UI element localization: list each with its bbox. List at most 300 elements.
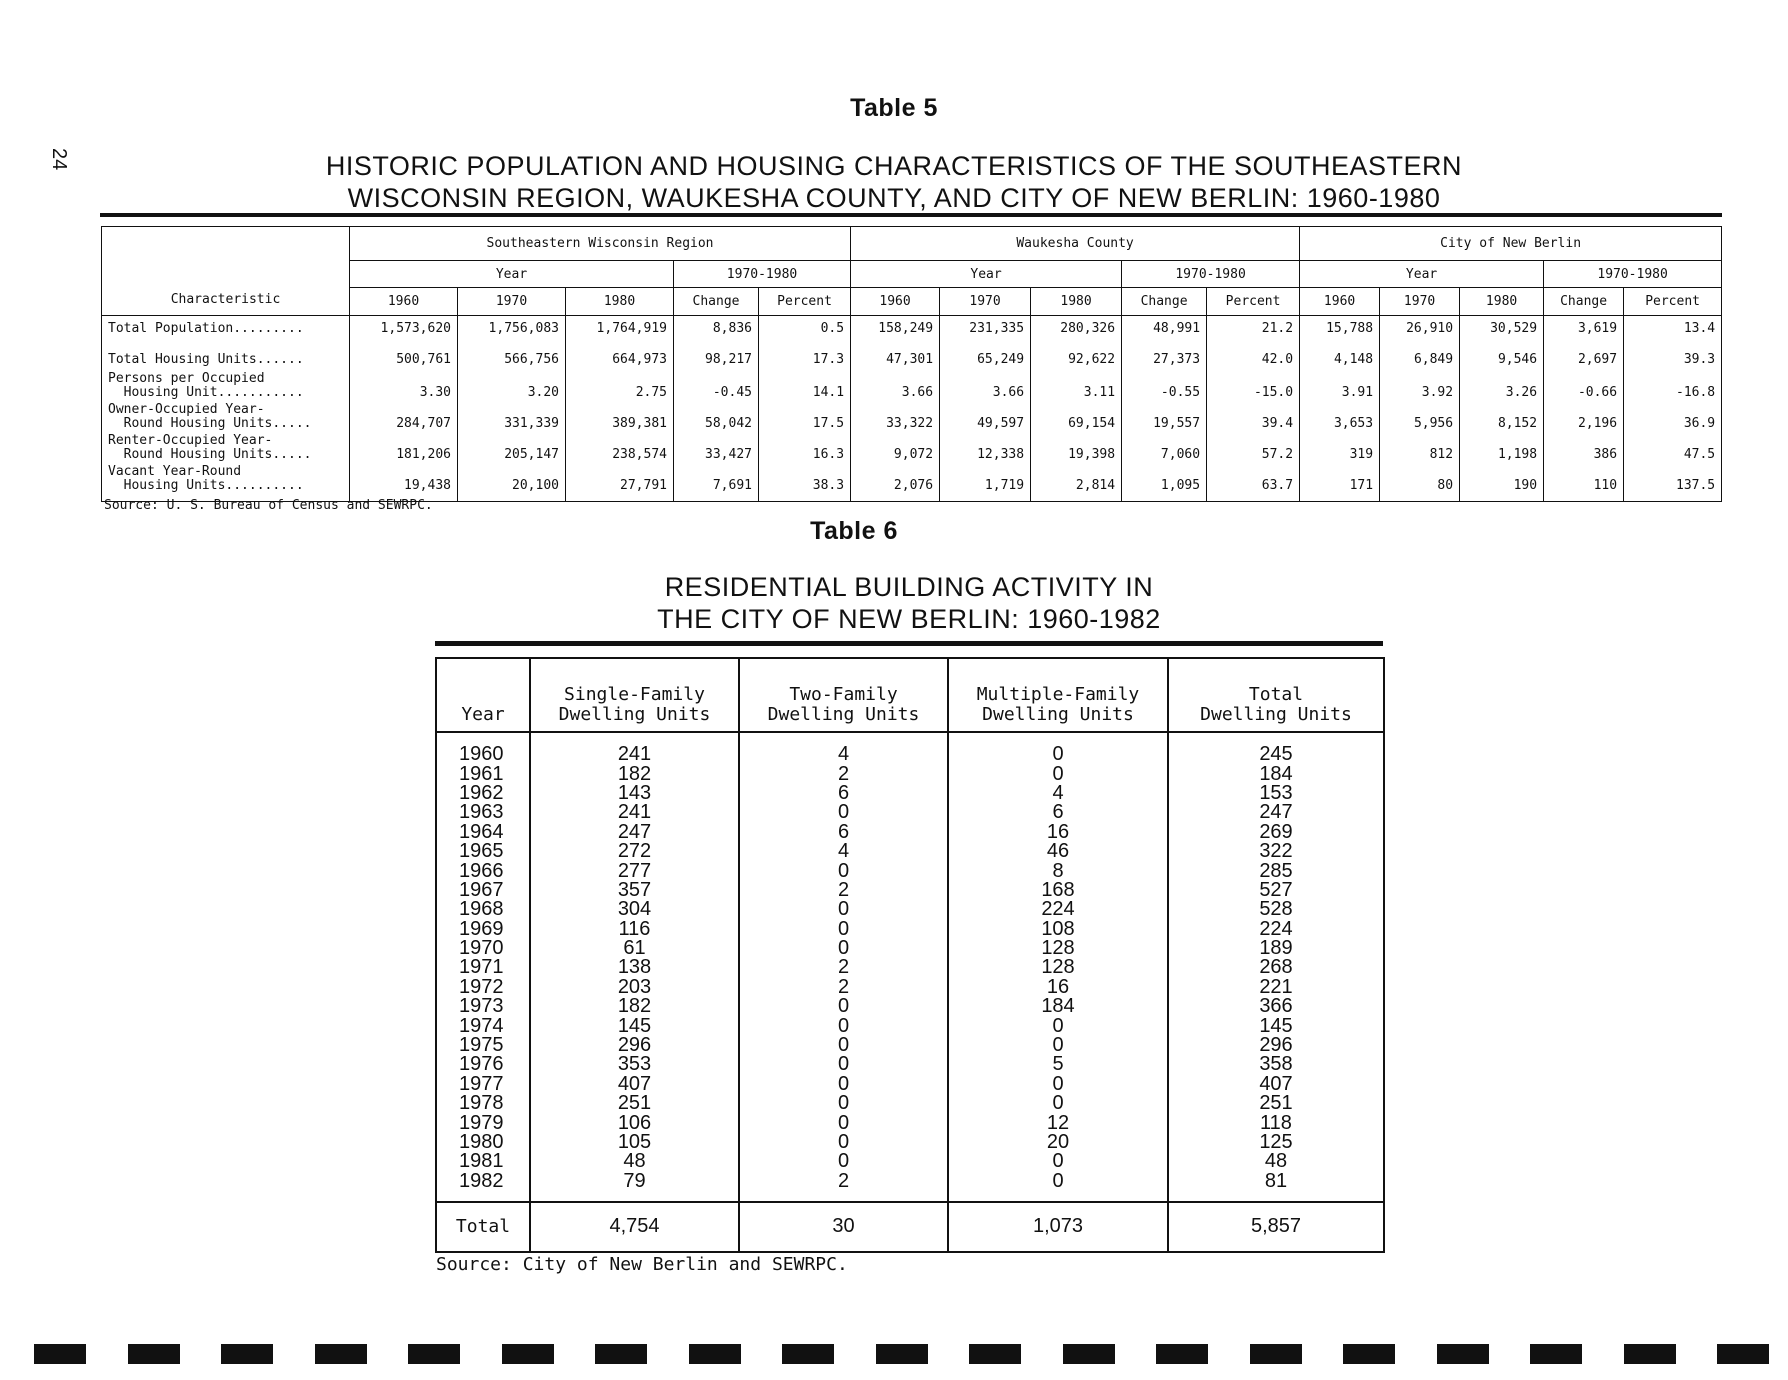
year-cell: 1976: [436, 1055, 530, 1074]
col-1970: 1970: [940, 288, 1031, 316]
year-cell: 1962: [436, 784, 530, 803]
table-cell: 0: [948, 1036, 1168, 1055]
footer-bar: [1717, 1344, 1769, 1364]
table-cell: -0.45: [674, 371, 759, 402]
year-cell: 1968: [436, 900, 530, 919]
table-cell: 3.26: [1460, 371, 1544, 402]
table-cell: 221: [1168, 978, 1384, 997]
table-cell: 63.7: [1207, 464, 1300, 502]
table-row: [102, 433, 1722, 464]
table-cell: 9,072: [851, 433, 940, 464]
col-percent: Percent: [1207, 288, 1300, 316]
table-cell: 105: [530, 1133, 739, 1152]
table-cell: 1,719: [940, 464, 1031, 502]
table-cell: 2: [739, 881, 948, 900]
table-cell: 26,910: [1380, 316, 1460, 354]
table-cell: 812: [1380, 433, 1460, 464]
footer-bar: [876, 1344, 928, 1364]
table-cell: 184: [1168, 764, 1384, 783]
table-cell: 16: [948, 978, 1168, 997]
col-percent: Percent: [1624, 288, 1722, 316]
table-cell: 137.5: [1624, 464, 1722, 502]
table-cell: 322: [1168, 842, 1384, 861]
footer-bar: [969, 1344, 1021, 1364]
year-header: Year: [350, 261, 674, 288]
table-cell: 386: [1544, 433, 1624, 464]
table-cell: 2,196: [1544, 402, 1624, 433]
table-row: [102, 464, 1722, 502]
table6-total-row: [436, 1202, 1384, 1252]
table-row: [436, 803, 1384, 822]
table6-title: [435, 571, 1383, 635]
footer-bar: [221, 1344, 273, 1364]
table-cell: 224: [948, 900, 1168, 919]
table-cell: 16: [948, 823, 1168, 842]
col-change: Change: [1122, 288, 1207, 316]
table-cell: 3.30: [350, 371, 458, 402]
table-cell: 16.3: [759, 433, 851, 464]
table-cell: 128: [948, 939, 1168, 958]
footer-bar: [1156, 1344, 1208, 1364]
table-cell: 284,707: [350, 402, 458, 433]
table-row: [436, 842, 1384, 861]
total-multiple-family: 1,073: [948, 1202, 1168, 1252]
table-cell: 153: [1168, 784, 1384, 803]
table-cell: 528: [1168, 900, 1384, 919]
footer-bar: [595, 1344, 647, 1364]
table-cell: 6: [948, 803, 1168, 822]
page-footer-bar-strip: [34, 1344, 1774, 1364]
table-cell: 69,154: [1031, 402, 1122, 433]
table-cell: 357: [530, 881, 739, 900]
table-cell: 118: [1168, 1113, 1384, 1132]
table-cell: 48,991: [1122, 316, 1207, 354]
table-cell: 1,198: [1460, 433, 1544, 464]
total-dwelling-units: 5,857: [1168, 1202, 1384, 1252]
row-label: Renter-Occupied Year- Round Housing Units.....: [102, 433, 350, 464]
table-cell: 3,619: [1544, 316, 1624, 354]
table-cell: 0: [739, 900, 948, 919]
table-cell: 6: [739, 823, 948, 842]
col-single-family: Single-Family Dwelling Units: [530, 658, 739, 732]
table-cell: 57.2: [1207, 433, 1300, 464]
table-cell: 5,956: [1380, 402, 1460, 433]
group-header-city: City of New Berlin: [1300, 227, 1722, 261]
col-1980: 1980: [1031, 288, 1122, 316]
table5: [101, 226, 1722, 502]
table6-source: Source: City of New Berlin and SEWRPC.: [436, 1254, 848, 1275]
col-1970: 1970: [458, 288, 566, 316]
table-cell: 19,557: [1122, 402, 1207, 433]
col-1980: 1980: [566, 288, 674, 316]
table-cell: 0: [948, 1016, 1168, 1035]
table-row: [436, 1094, 1384, 1113]
table-row: [436, 1172, 1384, 1202]
table-cell: 39.3: [1624, 353, 1722, 371]
col-1970: 1970: [1380, 288, 1460, 316]
col-multiple-family: Multiple-Family Dwelling Units: [948, 658, 1168, 732]
row-label: Persons per Occupied Housing Unit...........: [102, 371, 350, 402]
table-cell: 65,249: [940, 353, 1031, 371]
table-cell: 12: [948, 1113, 1168, 1132]
table-cell: 1,764,919: [566, 316, 674, 354]
row-label: Total Housing Units......: [102, 353, 350, 371]
year-header: Year: [1300, 261, 1544, 288]
table-cell: 0: [739, 920, 948, 939]
row-label: Vacant Year-Round Housing Units..........: [102, 464, 350, 502]
table-cell: 285: [1168, 861, 1384, 880]
group-header-county: Waukesha County: [851, 227, 1300, 261]
footer-bar: [128, 1344, 180, 1364]
table-cell: 358: [1168, 1055, 1384, 1074]
table-row: [436, 920, 1384, 939]
footer-bar: [1343, 1344, 1395, 1364]
table-cell: 61: [530, 939, 739, 958]
table-row: [436, 861, 1384, 880]
table-cell: 1,573,620: [350, 316, 458, 354]
table-cell: 0.5: [759, 316, 851, 354]
table-cell: 145: [1168, 1016, 1384, 1035]
table6-title-line2: THE CITY OF NEW BERLIN: 1960-1982: [657, 604, 1161, 634]
table-row: [436, 1075, 1384, 1094]
table-cell: 190: [1460, 464, 1544, 502]
table-cell: 272: [530, 842, 739, 861]
table-cell: 407: [530, 1075, 739, 1094]
table-cell: 241: [530, 803, 739, 822]
table-cell: 33,322: [851, 402, 940, 433]
table-cell: 1,095: [1122, 464, 1207, 502]
table-cell: 7,060: [1122, 433, 1207, 464]
table-cell: 4: [739, 732, 948, 764]
table-cell: 0: [948, 732, 1168, 764]
footer-bar: [1063, 1344, 1115, 1364]
table-cell: 251: [1168, 1094, 1384, 1113]
table-cell: 664,973: [566, 353, 674, 371]
table5-title-line2: WISCONSIN REGION, WAUKESHA COUNTY, AND CITY OF NEW BERLIN: 1960-1980: [347, 183, 1441, 213]
table-cell: 3.91: [1300, 371, 1380, 402]
year-cell: 1975: [436, 1036, 530, 1055]
col-1960: 1960: [1300, 288, 1380, 316]
table-cell: 3.11: [1031, 371, 1122, 402]
table-row: [102, 353, 1722, 371]
table-cell: 0: [739, 939, 948, 958]
year-cell: 1961: [436, 764, 530, 783]
table-cell: 2: [739, 1172, 948, 1202]
table-cell: 14.1: [759, 371, 851, 402]
characteristic-header: Characteristic: [102, 227, 350, 316]
table-cell: 0: [948, 764, 1168, 783]
table-cell: 280,326: [1031, 316, 1122, 354]
table-cell: 6,849: [1380, 353, 1460, 371]
table-row: [436, 1055, 1384, 1074]
row-label: Owner-Occupied Year- Round Housing Units.....: [102, 402, 350, 433]
table-cell: 3.20: [458, 371, 566, 402]
table-cell: 39.4: [1207, 402, 1300, 433]
table-cell: -0.66: [1544, 371, 1624, 402]
table-row: [102, 402, 1722, 433]
table-row: [436, 784, 1384, 803]
table-cell: 168: [948, 881, 1168, 900]
table-row: [102, 316, 1722, 354]
table-cell: -0.55: [1122, 371, 1207, 402]
table-cell: 58,042: [674, 402, 759, 433]
table-cell: 0: [739, 997, 948, 1016]
table5-source: Source: U. S. Bureau of Census and SEWRPC.: [104, 498, 433, 513]
year-cell: 1972: [436, 978, 530, 997]
table-cell: 125: [1168, 1133, 1384, 1152]
row-label: Total Population.........: [102, 316, 350, 354]
table-cell: 48: [1168, 1152, 1384, 1171]
table-cell: 110: [1544, 464, 1624, 502]
table-cell: 8,152: [1460, 402, 1544, 433]
table-cell: 15,788: [1300, 316, 1380, 354]
table-cell: 296: [530, 1036, 739, 1055]
year-cell: 1978: [436, 1094, 530, 1113]
table6-label: Table 6: [810, 517, 898, 545]
table-row: [102, 371, 1722, 402]
table-cell: 0: [948, 1172, 1168, 1202]
table-cell: 0: [739, 803, 948, 822]
table-row: [436, 900, 1384, 919]
table-cell: 47,301: [851, 353, 940, 371]
table-row: [436, 1036, 1384, 1055]
year-cell: 1971: [436, 958, 530, 977]
table-cell: 49,597: [940, 402, 1031, 433]
table-cell: 251: [530, 1094, 739, 1113]
table-cell: 20,100: [458, 464, 566, 502]
table-cell: 0: [739, 1113, 948, 1132]
total-single-family: 4,754: [530, 1202, 739, 1252]
table5-label: Table 5: [850, 94, 938, 122]
table-cell: 296: [1168, 1036, 1384, 1055]
year-cell: 1970: [436, 939, 530, 958]
table-cell: 47.5: [1624, 433, 1722, 464]
table-cell: 203: [530, 978, 739, 997]
table-cell: 566,756: [458, 353, 566, 371]
table-cell: 8: [948, 861, 1168, 880]
year-cell: 1969: [436, 920, 530, 939]
table-row: [436, 764, 1384, 783]
table-cell: 304: [530, 900, 739, 919]
table-cell: 80: [1380, 464, 1460, 502]
table-cell: 2,076: [851, 464, 940, 502]
table-cell: 245: [1168, 732, 1384, 764]
table-cell: 527: [1168, 881, 1384, 900]
table-cell: 2,814: [1031, 464, 1122, 502]
table-cell: 92,622: [1031, 353, 1122, 371]
col-year: Year: [436, 658, 530, 732]
table-cell: 0: [739, 1152, 948, 1171]
footer-bar: [782, 1344, 834, 1364]
table-cell: 268: [1168, 958, 1384, 977]
table-cell: 0: [739, 1075, 948, 1094]
table-cell: 8,836: [674, 316, 759, 354]
year-cell: 1966: [436, 861, 530, 880]
period-header: 1970-1980: [674, 261, 851, 288]
table-cell: 98,217: [674, 353, 759, 371]
col-1980: 1980: [1460, 288, 1544, 316]
table-cell: 13.4: [1624, 316, 1722, 354]
table-cell: 224: [1168, 920, 1384, 939]
table-cell: 353: [530, 1055, 739, 1074]
table-cell: 46: [948, 842, 1168, 861]
footer-bar: [408, 1344, 460, 1364]
table-cell: 0: [948, 1094, 1168, 1113]
year-cell: 1964: [436, 823, 530, 842]
table-cell: 182: [530, 764, 739, 783]
year-cell: 1979: [436, 1113, 530, 1132]
table-row: [436, 881, 1384, 900]
table-row: [436, 1016, 1384, 1035]
table-cell: 0: [948, 1152, 1168, 1171]
table5-title: [0, 150, 1788, 214]
table-row: [436, 939, 1384, 958]
year-cell: 1974: [436, 1016, 530, 1035]
table-cell: 38.3: [759, 464, 851, 502]
table-cell: 17.3: [759, 353, 851, 371]
col-change: Change: [674, 288, 759, 316]
table-cell: 4: [948, 784, 1168, 803]
table-cell: 17.5: [759, 402, 851, 433]
col-1960: 1960: [851, 288, 940, 316]
table-cell: 108: [948, 920, 1168, 939]
table-cell: 277: [530, 861, 739, 880]
table-cell: 4,148: [1300, 353, 1380, 371]
table-cell: 27,791: [566, 464, 674, 502]
footer-bar: [315, 1344, 367, 1364]
table-cell: 238,574: [566, 433, 674, 464]
table6: [435, 657, 1385, 1253]
year-cell: 1973: [436, 997, 530, 1016]
footer-bar: [1530, 1344, 1582, 1364]
table-cell: 20: [948, 1133, 1168, 1152]
year-cell: 1981: [436, 1152, 530, 1171]
table-cell: 241: [530, 732, 739, 764]
table-cell: 9,546: [1460, 353, 1544, 371]
table-cell: 389,381: [566, 402, 674, 433]
col-change: Change: [1544, 288, 1624, 316]
table-cell: 19,438: [350, 464, 458, 502]
table-cell: 184: [948, 997, 1168, 1016]
table-cell: 3,653: [1300, 402, 1380, 433]
footer-bar: [34, 1344, 86, 1364]
table-cell: 79: [530, 1172, 739, 1202]
table-cell: 143: [530, 784, 739, 803]
table-cell: 27,373: [1122, 353, 1207, 371]
table-cell: 0: [739, 1133, 948, 1152]
table-cell: 106: [530, 1113, 739, 1132]
period-header: 1970-1980: [1544, 261, 1722, 288]
table5-top-rule: [100, 213, 1722, 217]
table-row: [436, 823, 1384, 842]
table-cell: 42.0: [1207, 353, 1300, 371]
table-cell: 366: [1168, 997, 1384, 1016]
table-cell: 6: [739, 784, 948, 803]
table-cell: 21.2: [1207, 316, 1300, 354]
table-cell: 500,761: [350, 353, 458, 371]
table-cell: 171: [1300, 464, 1380, 502]
table-cell: 189: [1168, 939, 1384, 958]
footer-bar: [1437, 1344, 1489, 1364]
group-header-region: Southeastern Wisconsin Region: [350, 227, 851, 261]
table-cell: 33,427: [674, 433, 759, 464]
col-two-family: Two-Family Dwelling Units: [739, 658, 948, 732]
table-cell: 19,398: [1031, 433, 1122, 464]
table-cell: 158,249: [851, 316, 940, 354]
col-total: Total Dwelling Units: [1168, 658, 1384, 732]
table-row: [436, 1152, 1384, 1171]
year-cell: 1960: [436, 732, 530, 764]
total-label: Total: [436, 1202, 530, 1252]
table-cell: 48: [530, 1152, 739, 1171]
table6-top-rule: [435, 641, 1383, 646]
footer-bar: [689, 1344, 741, 1364]
table-cell: 5: [948, 1055, 1168, 1074]
table-row: [436, 1113, 1384, 1132]
total-two-family: 30: [739, 1202, 948, 1252]
table-cell: 3.92: [1380, 371, 1460, 402]
table-cell: 205,147: [458, 433, 566, 464]
table-cell: 138: [530, 958, 739, 977]
col-percent: Percent: [759, 288, 851, 316]
table-cell: 407: [1168, 1075, 1384, 1094]
table-cell: 4: [739, 842, 948, 861]
table-cell: 36.9: [1624, 402, 1722, 433]
table-cell: 7,691: [674, 464, 759, 502]
table-cell: -16.8: [1624, 371, 1722, 402]
table-cell: 0: [948, 1075, 1168, 1094]
table-cell: 331,339: [458, 402, 566, 433]
table-cell: 247: [530, 823, 739, 842]
table-cell: 116: [530, 920, 739, 939]
table-cell: 2,697: [1544, 353, 1624, 371]
table-cell: 231,335: [940, 316, 1031, 354]
year-cell: 1982: [436, 1172, 530, 1202]
table-cell: 2: [739, 978, 948, 997]
table-cell: 1,756,083: [458, 316, 566, 354]
table-cell: 0: [739, 1055, 948, 1074]
table-cell: 3.66: [940, 371, 1031, 402]
table-cell: 182: [530, 997, 739, 1016]
table-row: [436, 997, 1384, 1016]
footer-bar: [1624, 1344, 1676, 1364]
table-cell: 181,206: [350, 433, 458, 464]
table-cell: -15.0: [1207, 371, 1300, 402]
table-cell: 0: [739, 1036, 948, 1055]
year-header: Year: [851, 261, 1122, 288]
table-row: [436, 732, 1384, 764]
table-cell: 0: [739, 1094, 948, 1113]
table-cell: 0: [739, 861, 948, 880]
table-row: [436, 1133, 1384, 1152]
table-row: [436, 978, 1384, 997]
table6-title-line1: RESIDENTIAL BUILDING ACTIVITY IN: [664, 572, 1154, 602]
table-cell: 269: [1168, 823, 1384, 842]
table-cell: 145: [530, 1016, 739, 1035]
col-1960: 1960: [350, 288, 458, 316]
table5-title-line1: HISTORIC POPULATION AND HOUSING CHARACTERISTICS OF THE SOUTHEASTERN: [325, 151, 1463, 181]
table-cell: 247: [1168, 803, 1384, 822]
year-cell: 1977: [436, 1075, 530, 1094]
year-cell: 1965: [436, 842, 530, 861]
footer-bar: [502, 1344, 554, 1364]
table-cell: 2: [739, 958, 948, 977]
table-cell: 0: [739, 1016, 948, 1035]
table-cell: 128: [948, 958, 1168, 977]
table-row: [436, 958, 1384, 977]
period-header: 1970-1980: [1122, 261, 1300, 288]
year-cell: 1963: [436, 803, 530, 822]
